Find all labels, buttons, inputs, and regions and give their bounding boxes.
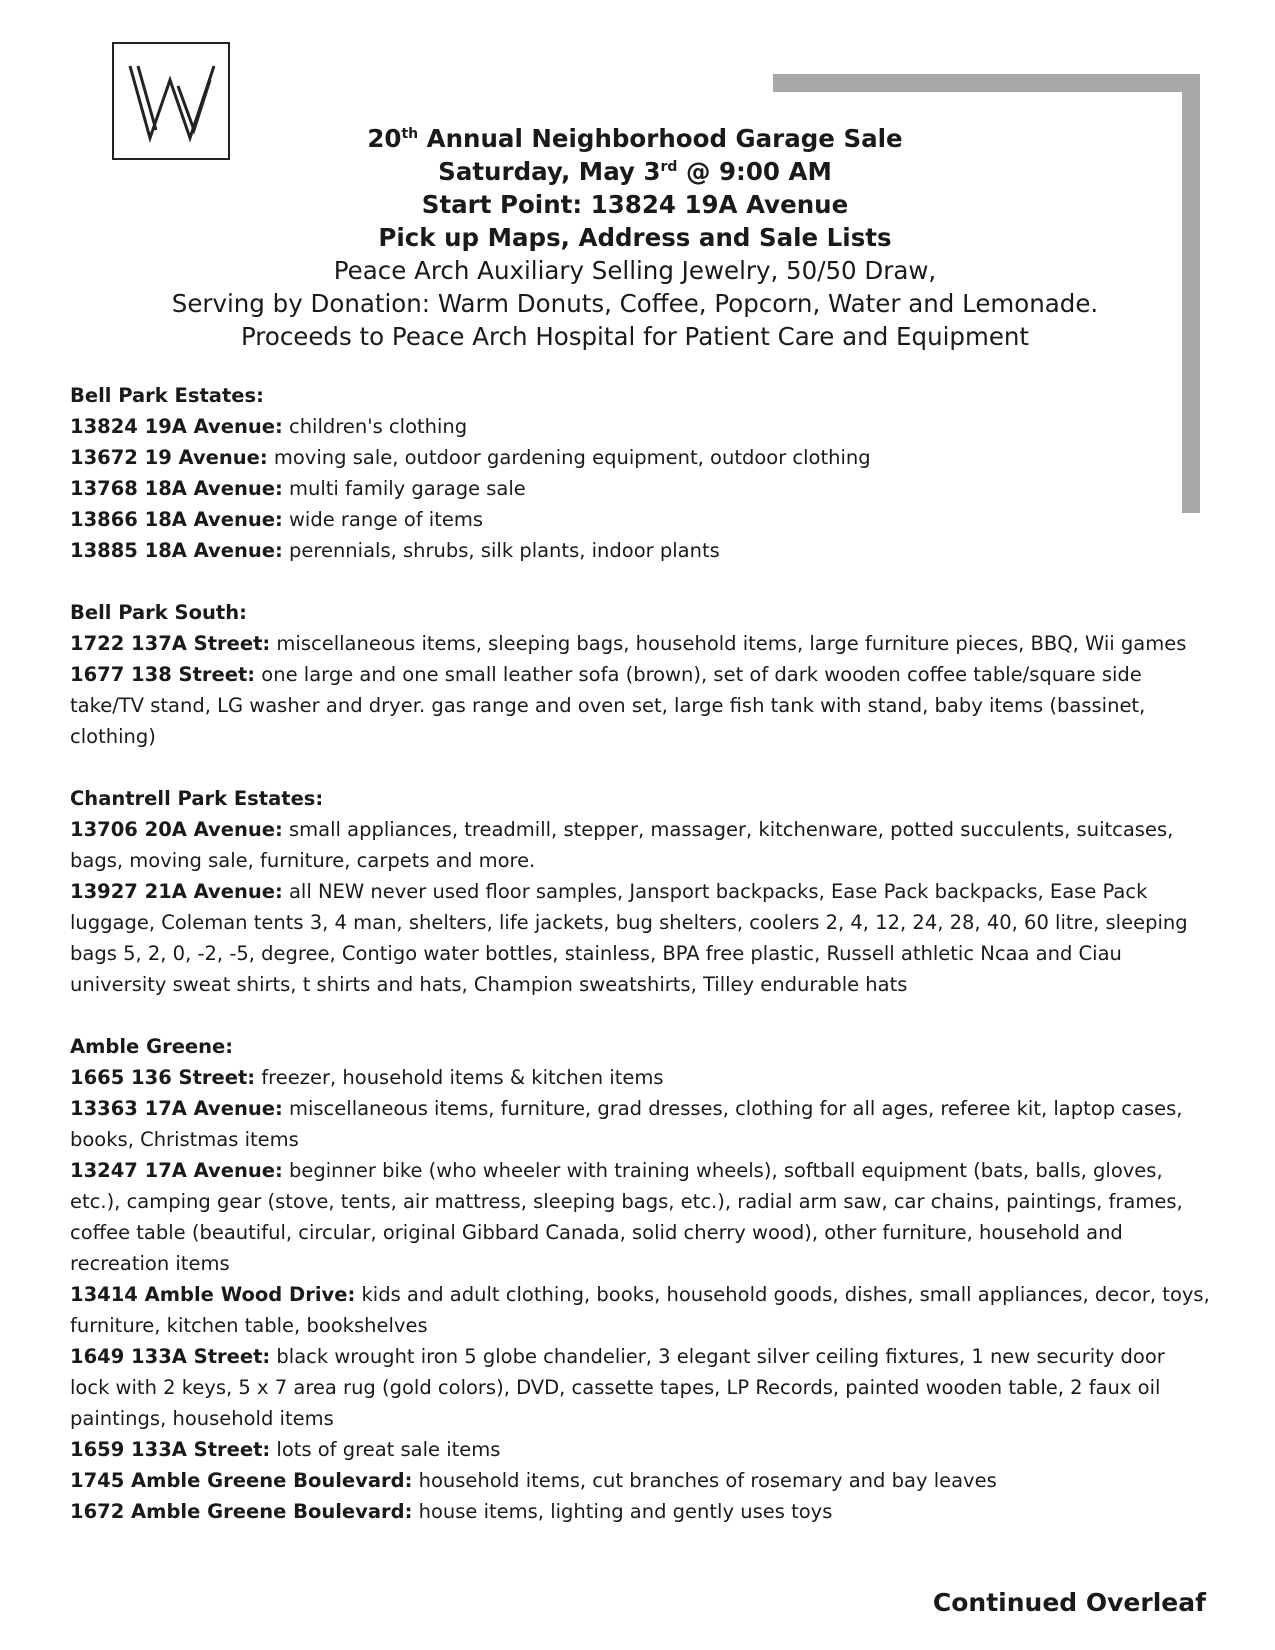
title-text: Annual Neighborhood Garage Sale bbox=[418, 124, 903, 153]
section-title: Bell Park Estates: bbox=[70, 384, 264, 407]
list-item bbox=[70, 535, 1210, 566]
address: 1672 Amble Greene Boulevard: bbox=[70, 1500, 413, 1523]
address: 1665 136 Street: bbox=[70, 1066, 256, 1089]
address: 13885 18A Avenue: bbox=[70, 539, 283, 562]
items: perennials, shrubs, silk plants, indoor plants bbox=[282, 539, 720, 562]
date-superscript: rd bbox=[660, 158, 678, 175]
section-amble-greene bbox=[70, 1031, 1210, 1527]
section-bell-park-south bbox=[70, 597, 1210, 752]
list-item bbox=[70, 1465, 1210, 1496]
list-item bbox=[70, 1279, 1210, 1341]
section-title: Amble Greene: bbox=[70, 1035, 234, 1058]
start-point: Start Point: 13824 19A Avenue bbox=[421, 190, 849, 219]
list-item bbox=[70, 1341, 1210, 1434]
section-title: Chantrell Park Estates: bbox=[70, 787, 324, 810]
header bbox=[70, 122, 1200, 353]
address: 1649 133A Street: bbox=[70, 1345, 271, 1368]
title-superscript: th bbox=[401, 125, 419, 142]
section-chantrell-park-estates bbox=[70, 783, 1210, 1000]
event-date bbox=[70, 155, 1200, 188]
address: 13927 21A Avenue: bbox=[70, 880, 283, 903]
items: lots of great sale items bbox=[270, 1438, 501, 1461]
list-item bbox=[70, 442, 1210, 473]
list-item bbox=[70, 1434, 1210, 1465]
items: black wrought iron 5 globe chandelier, 3 elegant silver ceiling fixtures, 1 new security door lock with 2 keys, 5 x 7 area rug (gold colors), DVD, cassette tapes, LP Records, painted wooden table, 2 faux oil paintings, household items bbox=[70, 1345, 1165, 1430]
address: 1745 Amble Greene Boulevard: bbox=[70, 1469, 413, 1492]
items: all NEW never used floor samples, Jansport backpacks, Ease Pack backpacks, Ease Pack luggage, Coleman tents 3, 4 man, shelters, life jackets, bug shelters, coolers 2, 4, 12, 24, 28, 40, 60 litre, sleeping bags 5, 2, 0, -2, -5, degree, Contigo water bottles, stainless, BPA free plastic, Russell athletic Ncaa and Ciau university sweat shirts, t shirts and hats, Champion sweatshirts, Tilley endurable hats bbox=[70, 880, 1188, 996]
items: multi family garage sale bbox=[282, 477, 526, 500]
address: 1659 133A Street: bbox=[70, 1438, 271, 1461]
pickup-info: Pick up Maps, Address and Sale Lists bbox=[378, 223, 892, 252]
date-time: @ 9:00 AM bbox=[677, 157, 832, 186]
title-number: 20 bbox=[367, 124, 402, 153]
address: 13866 18A Avenue: bbox=[70, 508, 283, 531]
items: household items, cut branches of rosemary and bay leaves bbox=[412, 1469, 997, 1492]
proceeds-info: Proceeds to Peace Arch Hospital for Patient Care and Equipment bbox=[240, 322, 1030, 351]
items: miscellaneous items, sleeping bags, household items, large furniture pieces, BBQ, Wii games bbox=[270, 632, 1187, 655]
list-item bbox=[70, 628, 1210, 659]
list-item bbox=[70, 659, 1210, 752]
address: 1722 137A Street: bbox=[70, 632, 271, 655]
section-title: Bell Park South: bbox=[70, 601, 247, 624]
address: 13768 18A Avenue: bbox=[70, 477, 283, 500]
address: 13363 17A Avenue: bbox=[70, 1097, 283, 1120]
items: miscellaneous items, furniture, grad dresses, clothing for all ages, referee kit, laptop cases, books, Christmas items bbox=[70, 1097, 1183, 1151]
items: house items, lighting and gently uses toys bbox=[412, 1500, 833, 1523]
address: 13247 17A Avenue: bbox=[70, 1159, 283, 1182]
date-prefix: Saturday, May 3 bbox=[438, 157, 661, 186]
list-item bbox=[70, 876, 1210, 1000]
list-item bbox=[70, 814, 1210, 876]
list-item bbox=[70, 504, 1210, 535]
items: beginner bike (who wheeler with training wheels), softball equipment (bats, balls, gloves, etc.), camping gear (stove, tents, air mattress, sleeping bags, etc.), radial arm saw, car chains, paintings, frames, coffee table (beautiful, circular, original Gibbard Canada, solid cherry wood), other furniture, household and recreation items bbox=[70, 1159, 1183, 1275]
donation-info: Serving by Donation: Warm Donuts, Coffee, Popcorn, Water and Lemonade. bbox=[171, 289, 1099, 318]
address: 13672 19 Avenue: bbox=[70, 446, 268, 469]
address: 13706 20A Avenue: bbox=[70, 818, 283, 841]
items: one large and one small leather sofa (brown), set of dark wooden coffee table/square side take/TV stand, LG washer and dryer. gas range and oven set, large fish tank with stand, baby items (bassinet, clothing) bbox=[70, 663, 1146, 748]
items: small appliances, treadmill, stepper, massager, kitchenware, potted succulents, suitcases, bags, moving sale, furniture, carpets and more. bbox=[70, 818, 1174, 872]
section-bell-park-estates bbox=[70, 380, 1210, 566]
list-item bbox=[70, 473, 1210, 504]
list-item bbox=[70, 1093, 1210, 1155]
event-title bbox=[70, 122, 1200, 155]
items: moving sale, outdoor gardening equipment, outdoor clothing bbox=[267, 446, 871, 469]
address: 1677 138 Street: bbox=[70, 663, 256, 686]
items: kids and adult clothing, books, household goods, dishes, small appliances, decor, toys, furniture, kitchen table, bookshelves bbox=[70, 1283, 1210, 1337]
auxiliary-info: Peace Arch Auxiliary Selling Jewelry, 50/50 Draw, bbox=[333, 256, 937, 285]
sale-listings bbox=[70, 380, 1210, 1558]
list-item bbox=[70, 1062, 1210, 1093]
continued-overleaf: Continued Overleaf bbox=[932, 1588, 1206, 1617]
items: wide range of items bbox=[282, 508, 484, 531]
list-item bbox=[70, 1155, 1210, 1279]
items: freezer, household items & kitchen items bbox=[255, 1066, 664, 1089]
items: children's clothing bbox=[282, 415, 468, 438]
list-item bbox=[70, 411, 1210, 442]
address: 13414 Amble Wood Drive: bbox=[70, 1283, 356, 1306]
list-item bbox=[70, 1496, 1210, 1527]
address: 13824 19A Avenue: bbox=[70, 415, 283, 438]
